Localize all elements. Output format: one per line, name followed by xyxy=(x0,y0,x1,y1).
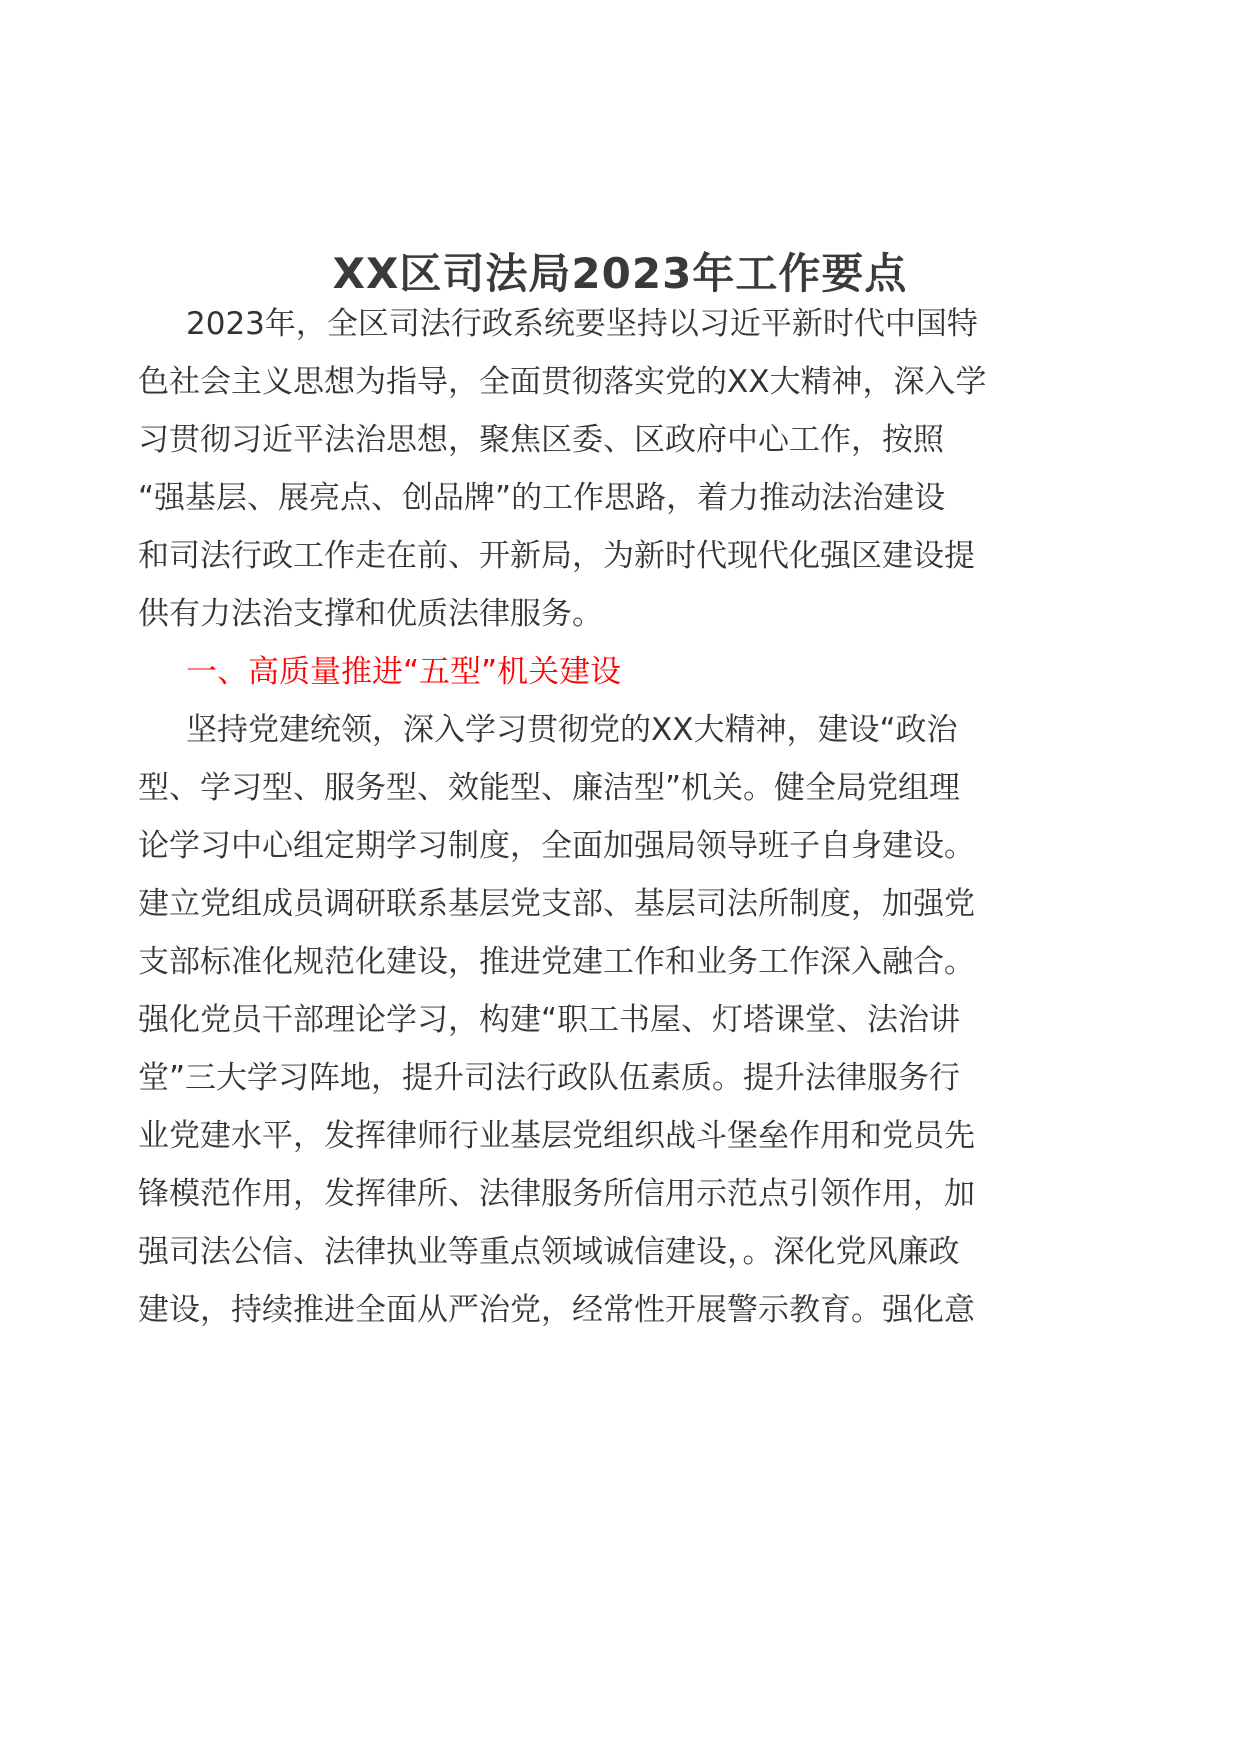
paragraph-line: 型、学习型、服务型、效能型、廉洁型”机关。健全局党组理 xyxy=(138,770,961,806)
paragraph-line: 锋模范作用，发挥律所、法律服务所信用示范点引领作用，加 xyxy=(138,1176,975,1212)
paragraph-line: 论学习中心组定期学习制度，全面加强局领导班子自身建设。 xyxy=(138,828,975,864)
section-heading: 一、高质量推进“五型”机关建设 xyxy=(186,654,622,690)
paragraph-line: 2023年，全区司法行政系统要坚持以习近平新时代中国特 xyxy=(186,306,978,342)
paragraph-line: 习贯彻习近平法治思想，聚焦区委、区政府中心工作，按照 xyxy=(138,422,944,458)
paragraph-line: 坚持党建统领，深入学习贯彻党的XX大精神，建设“政治 xyxy=(186,712,958,748)
paragraph-line: “强基层、展亮点、创品牌”的工作思路，着力推动法治建设 xyxy=(138,480,946,516)
paragraph-line: 堂”三大学习阵地，提升司法行政队伍素质。提升法律服务行 xyxy=(138,1060,961,1096)
paragraph-line: 和司法行政工作走在前、开新局，为新时代现代化强区建设提 xyxy=(138,538,975,574)
document-title: XX区司法局2023年工作要点 xyxy=(332,249,908,298)
paragraph-line: 业党建水平，发挥律师行业基层党组织战斗堡垒作用和党员先 xyxy=(138,1118,975,1154)
paragraph-line: 供有力法治支撑和优质法律服务。 xyxy=(138,596,603,632)
paragraph-line: 支部标准化规范化建设，推进党建工作和业务工作深入融合。 xyxy=(138,944,975,980)
paragraph-line: 色社会主义思想为指导，全面贯彻落实党的XX大精神，深入学 xyxy=(138,364,987,400)
paragraph-line: 建立党组成员调研联系基层党支部、基层司法所制度，加强党 xyxy=(138,886,975,922)
paragraph-line: 建设，持续推进全面从严治党，经常性开展警示教育。强化意 xyxy=(138,1292,975,1328)
paragraph-line: 强化党员干部理论学习，构建“职工书屋、灯塔课堂、法治讲 xyxy=(138,1002,961,1038)
paragraph-line: 强司法公信、法律执业等重点领域诚信建设，。深化党风廉政 xyxy=(138,1234,960,1270)
